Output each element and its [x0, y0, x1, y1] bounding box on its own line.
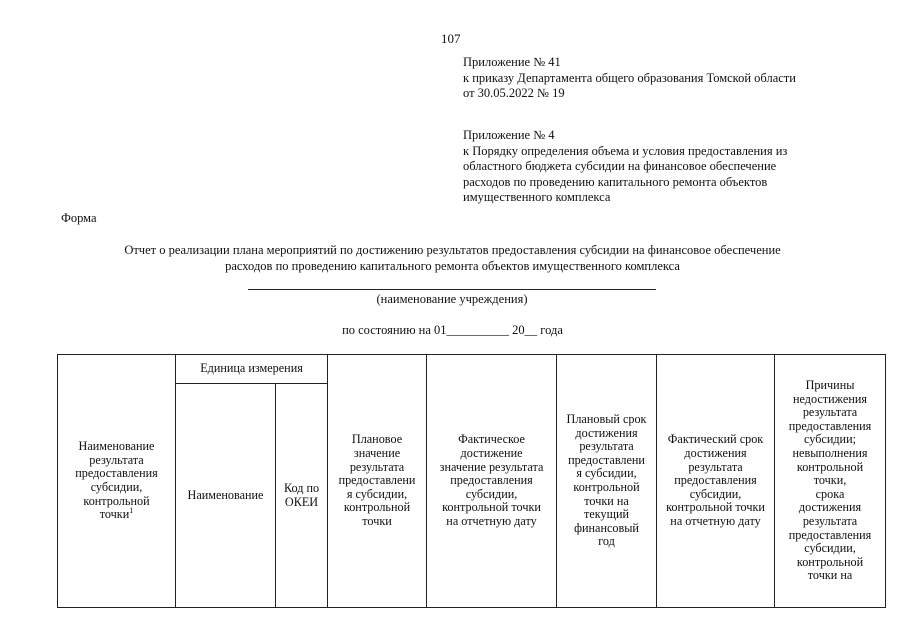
- appendix-4-line: к Порядку определения объема и условия предоставления из: [463, 143, 788, 158]
- report-table-header: [57, 354, 886, 608]
- appendix-4-line: имущественного комплекса: [463, 190, 611, 204]
- header-unit-group: [176, 355, 328, 384]
- header-reasons-text: Причины недостижения результата предоставления субсидии; невыполнения контрольной точки, срока достижения результата предоставления субсидии, контрольной точки на: [788, 378, 872, 583]
- report-title-line-2: расходов по проведению капитального ремонта объектов имущественного комплекса: [225, 258, 680, 273]
- header-planned-deadline: [557, 355, 657, 608]
- appendix-4-line: областного бюджета субсидии на финансовое обеспечение: [463, 159, 777, 173]
- header-result-name: [58, 355, 176, 608]
- report-title: [60, 243, 845, 274]
- header-actual-value-text: Фактическое достижение значение результата предоставления субсидии, контрольной точки на отчетную дату: [439, 432, 544, 528]
- header-actual-deadline-text: Фактический срок достижения результата предоставления субсидии, контрольной точки на отчетную дату: [666, 432, 765, 528]
- institution-name-blank-line: [248, 289, 656, 290]
- appendix-41-line: Приложение № 41: [463, 55, 561, 69]
- appendix-4-block: [463, 128, 787, 206]
- appendix-41-block: [463, 55, 796, 102]
- page-number: 107: [441, 31, 461, 46]
- header-unit-code-text: Код по ОКЕИ: [283, 480, 320, 509]
- header-planned-deadline-text: Плановый срок достижения результата предоставлени я субсидии, контрольной точки на текущий финансовый год: [566, 412, 647, 549]
- header-result-name-text: Наименование результата предоставления субсидии, контрольной точки: [75, 439, 158, 522]
- header-unit-name: [176, 384, 276, 608]
- header-planned-value-text: Плановое значение результата предоставлени я субсидии, контрольной точки: [338, 432, 416, 528]
- institution-name-caption: (наименование учреждения): [376, 292, 528, 306]
- form-label: Форма: [61, 211, 97, 225]
- header-unit-group-text: Единица измерения: [200, 361, 303, 376]
- header-actual-value: [427, 355, 557, 608]
- appendix-4-line: расходов по проведению капитального ремонта объектов: [463, 174, 768, 189]
- appendix-41-line: от 30.05.2022 № 19: [463, 86, 565, 100]
- header-planned-value: [328, 355, 427, 608]
- report-title-line-1: Отчет о реализации плана мероприятий по достижению результатов предоставления субсидии на финансовое обеспечение: [124, 243, 781, 257]
- header-actual-deadline: [657, 355, 775, 608]
- report-date-line: по состоянию на 01__________ 20__ года: [342, 323, 563, 337]
- appendix-41-line: к приказу Департамента общего образования Томской области: [463, 70, 796, 85]
- header-unit-name-text: Наименование: [187, 487, 264, 502]
- footnote-marker: 1: [129, 506, 134, 516]
- header-reasons: [775, 355, 886, 608]
- appendix-4-line: Приложение № 4: [463, 128, 555, 142]
- header-unit-code: [276, 384, 328, 608]
